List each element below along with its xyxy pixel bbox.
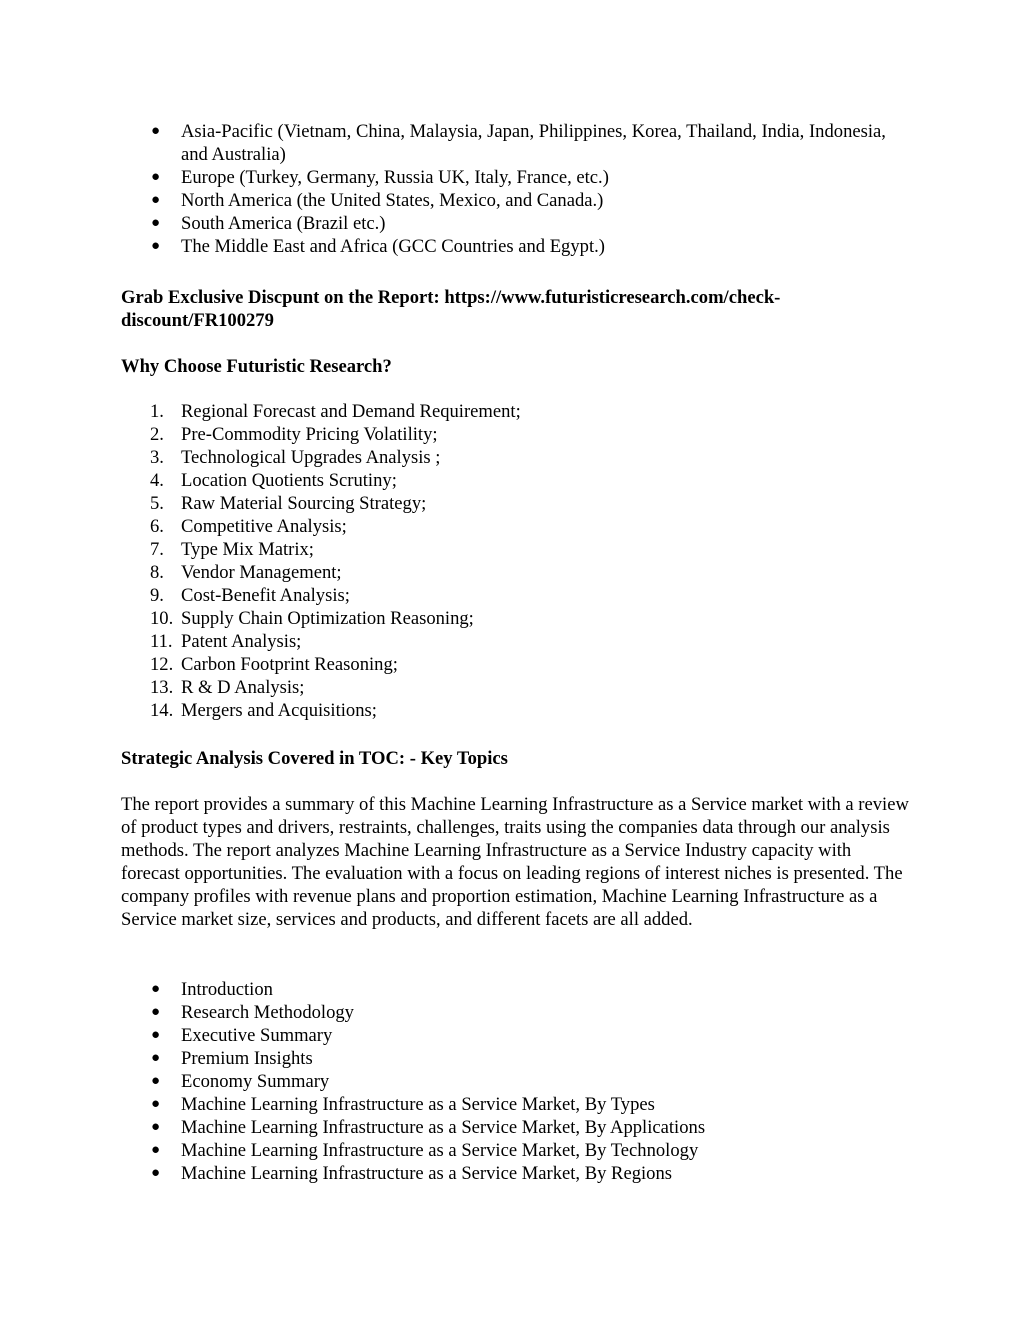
list-item (121, 978, 911, 1001)
list-number: 7. (150, 539, 164, 560)
bullet-icon: ● (151, 192, 161, 208)
list-item (121, 1139, 911, 1162)
list-item (121, 561, 911, 584)
list-number: 4. (150, 470, 164, 491)
list-item-text: Patent Analysis; (181, 631, 302, 652)
list-item (121, 400, 911, 423)
list-number: 11. (150, 631, 173, 652)
bullet-icon: ● (151, 1073, 161, 1089)
toc-paragraph: The report provides a summary of this Machine Learning Infrastructure as a Service market with a review of product types and drivers, restraints, challenges, traits using the companies data through our analysis methods. The report analyzes Machine Learning Infrastructure as a Service Industry capacity with forecast opportunities. The evaluation with a focus on leading regions of interest niches is presented. The company profiles with revenue plans and proportion estimation, Machine Learning Infrastructure as a Service market size, services and products, and different facets are all added. (121, 794, 909, 930)
list-item (121, 676, 911, 699)
list-item (121, 1162, 911, 1185)
list-item (121, 469, 911, 492)
why-list (121, 400, 911, 722)
toc-heading: Strategic Analysis Covered in TOC: - Key Topics (121, 748, 508, 769)
bullet-icon: ● (151, 1096, 161, 1112)
toc-section (121, 978, 911, 1185)
list-item (121, 1047, 911, 1070)
regions-section (121, 120, 911, 258)
list-item (121, 630, 911, 653)
list-item (121, 1116, 911, 1139)
list-number: 9. (150, 585, 164, 606)
list-item (121, 235, 911, 258)
list-item-text: Location Quotients Scrutiny; (181, 470, 397, 491)
bullet-icon: ● (151, 1119, 161, 1135)
list-item (121, 492, 911, 515)
list-item-text: North America (the United States, Mexico, and Canada.) (181, 190, 604, 211)
bullet-icon: ● (151, 1027, 161, 1043)
list-item-text: The Middle East and Africa (GCC Countries and Egypt.) (181, 236, 605, 257)
list-item-text: Technological Upgrades Analysis ; (181, 447, 441, 468)
list-item-text: Research Methodology (181, 1002, 354, 1023)
bullet-icon: ● (151, 981, 161, 997)
list-item-text: South America (Brazil etc.) (181, 213, 386, 234)
list-item-text: Mergers and Acquisitions; (181, 700, 377, 721)
regions-list (121, 120, 911, 258)
list-item-text: Vendor Management; (181, 562, 342, 583)
discount-label: Grab Exclusive Discpunt on the Report: (121, 287, 445, 308)
discount-link[interactable]: https://www.futuristicresearch.com/check-discount/FR100279 (121, 287, 781, 331)
list-item-text: Introduction (181, 979, 273, 1000)
list-item (121, 189, 911, 212)
list-item-text: Supply Chain Optimization Reasoning; (181, 608, 474, 629)
list-number: 2. (150, 424, 164, 445)
list-item-text: Economy Summary (181, 1071, 330, 1092)
list-number: 3. (150, 447, 164, 468)
list-item (121, 699, 911, 722)
list-item-text: Machine Learning Infrastructure as a Service Market, By Types (181, 1094, 655, 1115)
list-item-text: Competitive Analysis; (181, 516, 347, 537)
bullet-icon: ● (151, 169, 161, 185)
list-item-text: Asia-Pacific (Vietnam, China, Malaysia, Japan, Philippines, Korea, Thailand, India, Indonesia, and Australia) (181, 121, 886, 165)
list-item (121, 538, 911, 561)
list-number: 14. (150, 700, 174, 721)
toc-list (121, 978, 911, 1185)
list-number: 6. (150, 516, 164, 537)
list-item-text: Pre-Commodity Pricing Volatility; (181, 424, 438, 445)
list-item (121, 423, 911, 446)
discount-line (121, 286, 911, 332)
list-number: 12. (150, 654, 174, 675)
list-item (121, 607, 911, 630)
list-item (121, 212, 911, 235)
list-item-text: Machine Learning Infrastructure as a Service Market, By Applications (181, 1117, 706, 1138)
why-heading: Why Choose Futuristic Research? (121, 356, 392, 377)
list-item (121, 1024, 911, 1047)
list-item (121, 1093, 911, 1116)
why-section (121, 400, 911, 722)
list-item (121, 1070, 911, 1093)
list-item-text: Raw Material Sourcing Strategy; (181, 493, 427, 514)
list-item (121, 1001, 911, 1024)
list-item (121, 446, 911, 469)
list-item (121, 120, 911, 166)
list-item (121, 515, 911, 538)
bullet-icon: ● (151, 1004, 161, 1020)
bullet-icon: ● (151, 215, 161, 231)
list-item-text: Machine Learning Infrastructure as a Service Market, By Regions (181, 1163, 673, 1184)
list-item-text: R & D Analysis; (181, 677, 305, 698)
list-item-text: Regional Forecast and Demand Requirement; (181, 401, 521, 422)
list-number: 10. (150, 608, 174, 629)
list-number: 5. (150, 493, 164, 514)
bullet-icon: ● (151, 238, 161, 254)
list-item-text: Carbon Footprint Reasoning; (181, 654, 398, 675)
list-item-text: Machine Learning Infrastructure as a Service Market, By Technology (181, 1140, 699, 1161)
list-number: 8. (150, 562, 164, 583)
bullet-icon: ● (151, 123, 161, 139)
bullet-icon: ● (151, 1165, 161, 1181)
list-item-text: Type Mix Matrix; (181, 539, 314, 560)
list-item-text: Executive Summary (181, 1025, 333, 1046)
bullet-icon: ● (151, 1050, 161, 1066)
list-item-text: Premium Insights (181, 1048, 313, 1069)
list-item (121, 166, 911, 189)
list-item (121, 653, 911, 676)
bullet-icon: ● (151, 1142, 161, 1158)
list-number: 13. (150, 677, 174, 698)
list-item-text: Cost-Benefit Analysis; (181, 585, 350, 606)
list-item (121, 584, 911, 607)
list-number: 1. (150, 401, 164, 422)
list-item-text: Europe (Turkey, Germany, Russia UK, Italy, France, etc.) (181, 167, 609, 188)
